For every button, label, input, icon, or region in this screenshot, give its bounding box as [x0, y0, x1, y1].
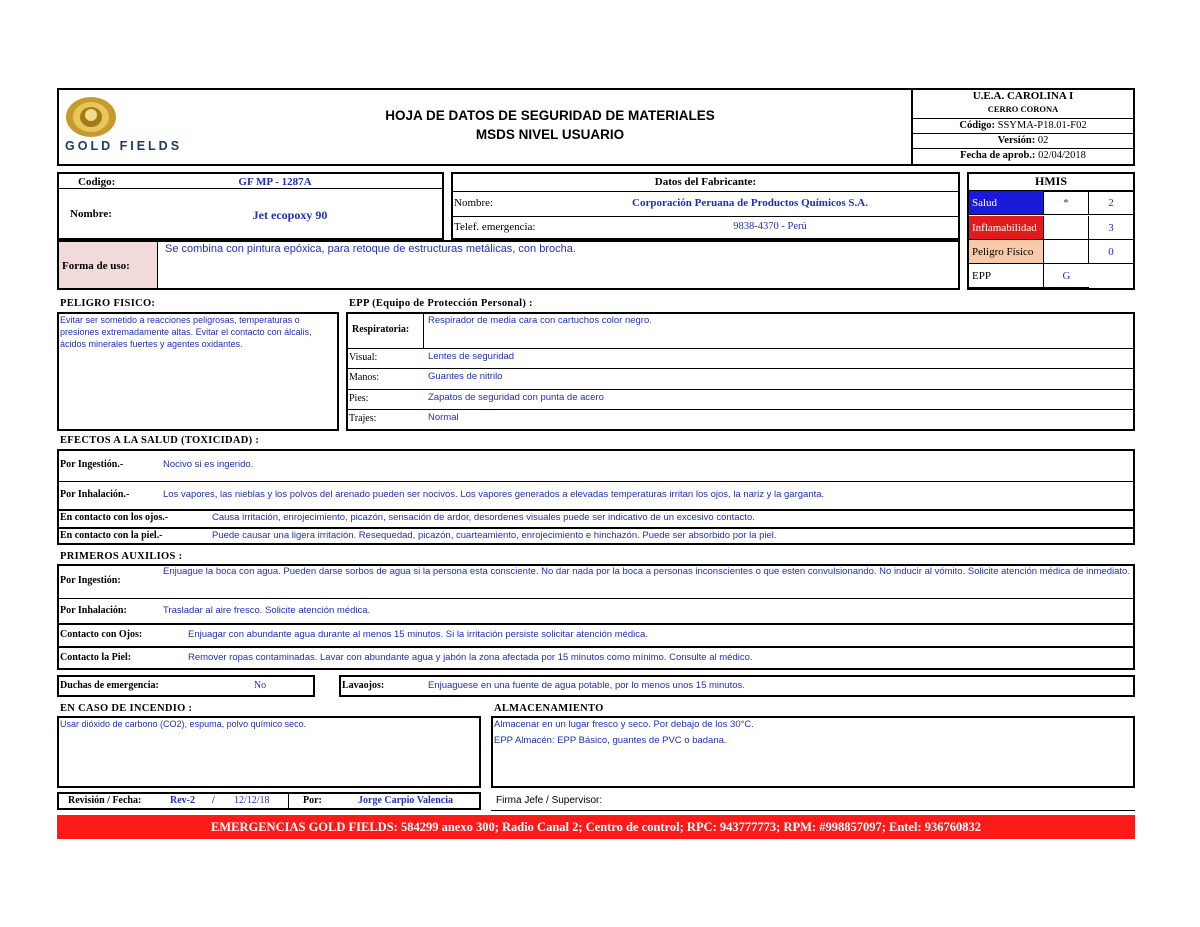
ppe-label: Trajes: [349, 413, 377, 424]
hmis-label: Salud [969, 191, 1044, 215]
hmis-value [1089, 264, 1133, 288]
storage-line2: EPP Almacén: EPP Básico, guantes de PVC o badana. [494, 735, 727, 746]
code-label: Código: [959, 120, 995, 131]
product-name-label: Nombre: [70, 208, 112, 220]
aid-row-divider [58, 646, 1134, 648]
ppe-value: Normal [428, 412, 459, 423]
version-label: Versión: [997, 135, 1036, 146]
hmis-label: Peligro Físico [969, 240, 1044, 264]
ppe-value: Guantes de nitrilo [428, 371, 503, 382]
product-name-value: Jet ecopoxy 90 [252, 208, 328, 222]
effects-row-divider [58, 527, 1134, 529]
document-subtitle: MSDS NIVEL USUARIO [475, 127, 625, 142]
physical-hazard-title: PELIGRO FISICO: [60, 298, 156, 309]
lion-emblem-icon [65, 96, 121, 138]
version-row [912, 135, 1134, 146]
physical-hazard-text: Evitar ser sometido a reacciones peligrosas, temperaturas o presiones extremadamente altas. Evitar el contacto con álcalis, ácidos minerales fuertes y agentes oxidantes. [60, 315, 312, 349]
hmis-mark [1044, 240, 1089, 264]
aid-label: Por Inhalación: [60, 604, 127, 616]
hmis-label: Inflamabilidad [969, 216, 1044, 240]
approval-label: Fecha de aprob.: [960, 150, 1036, 161]
effects-label: En contacto con la piel.- [60, 530, 163, 541]
product-code-value: GF MP - 1287A [238, 176, 312, 188]
storage-title: ALMACENAMIENTO [494, 703, 604, 714]
site-name: CERRO CORONA [987, 104, 1059, 114]
approval-row [912, 150, 1134, 161]
aid-row-divider [58, 598, 1134, 599]
use-value: Se combina con pintura epóxica, para retoque de estructuras metálicas, con brocha. [165, 243, 576, 255]
hmis-value: 0 [1089, 240, 1133, 264]
manufacturer-name-label: Nombre: [454, 197, 494, 209]
ppe-col-divider [423, 314, 424, 348]
hmis-title: HMIS [1034, 174, 1067, 188]
ppe-row-divider [347, 368, 1134, 369]
aid-value: Remover ropas contaminadas. Lavar con abundante agua y jabón la zona afectada por 15 minutos como mínimo. Consulte al médico. [188, 652, 753, 663]
shower-value: No [253, 680, 267, 691]
version-value: 02 [1037, 135, 1049, 146]
hmis-label: EPP [969, 264, 1044, 288]
shower-label: Duchas de emergencia: [60, 680, 159, 691]
effects-label: Por Ingestión.- [60, 459, 124, 470]
revision-separator: / [212, 795, 215, 806]
effects-label: En contacto con los ojos.- [60, 512, 169, 523]
ppe-label: Pies: [349, 393, 369, 404]
hmis-mark: G [1044, 264, 1089, 288]
ppe-label: Respiratoria: [352, 324, 410, 335]
effects-value: Causa irritación, enrojecimiento, picazón, sensación de ardor, desordenes visuales puede ser indicativo de un excesivo contacto. [212, 512, 755, 523]
ppe-value: Zapatos de seguridad con punta de acero [428, 392, 604, 403]
effects-value: Los vapores, las nieblas y los polvos del arenado pueden ser nocivos. Los vapores generados a elevadas temperaturas irritan los ojos, la nariz y la garganta. [163, 489, 825, 500]
manufacturer-phone-label: Telef. emergencia: [454, 221, 536, 233]
revision-by-label: Por: [303, 795, 322, 806]
fire-text: Usar dióxido de carbono (CO2), espuma, polvo químico seco. [60, 719, 307, 729]
aid-value: Enjuague la boca con agua. Pueden darse sorbos de agua si la persona esta consciente. No dar nada por la boca a personas inconscientes o que esten convulsionando. No inducir al vómito. Solicite atención médica de inmediato. [163, 566, 1130, 577]
manufacturer-name-value: Corporación Peruana de Productos Químicos S.A. [632, 197, 868, 209]
ppe-label: Visual: [349, 352, 378, 363]
ppe-title: EPP (Equipo de Protección Personal) : [349, 298, 533, 309]
health-effects-title: EFECTOS A LA SALUD (TOXICIDAD) : [60, 435, 260, 446]
unit-name: U.E.A. CAROLINA I [972, 90, 1074, 102]
aid-label: Por Ingestión: [60, 575, 121, 586]
signature-label: Firma Jefe / Supervisor: [496, 795, 603, 806]
aid-label: Contacto con Ojos: [60, 628, 143, 640]
document-title: HOJA DE DATOS DE SEGURIDAD DE MATERIALES [385, 108, 715, 123]
aid-value: Enjuagar con abundante agua durante al menos 15 minutos. Si la irritación persiste solicitar atención médica. [188, 628, 648, 640]
effects-label: Por Inhalación.- [60, 489, 130, 500]
hmis-mark [1044, 216, 1089, 240]
ppe-label: Manos: [349, 372, 379, 383]
aid-row-divider [58, 623, 1134, 625]
approval-value: 02/04/2018 [1038, 150, 1086, 161]
effects-row-divider [58, 509, 1134, 511]
hmis-value: 2 [1089, 191, 1133, 215]
eyewash-label: Lavaojos: [342, 680, 385, 691]
code-row [912, 120, 1134, 131]
revision-date: 12/12/18 [234, 795, 270, 806]
ppe-value: Respirador de media cara con cartuchos color negro. [428, 315, 652, 326]
gold-fields-logo [63, 96, 193, 158]
effects-value: Nocivo si es ingerido. [163, 459, 254, 470]
storage-line1: Almacenar en un lugar fresco y seco. Por debajo de los 30°C. [494, 719, 754, 730]
revision-label: Revisión / Fecha: [68, 795, 142, 806]
ppe-row-divider [347, 409, 1134, 410]
ppe-row-divider [347, 389, 1134, 390]
effects-value: Puede causar una ligera irritación. Resequedad, picazón, cuarteamiento, enrojecimiento e hinchazón. Puede ser absorbido por la piel. [212, 530, 777, 541]
first-aid-title: PRIMEROS AUXILIOS : [60, 551, 183, 562]
product-code-label: Codigo: [78, 176, 116, 188]
use-label: Forma de uso: [62, 260, 130, 272]
fire-title: EN CASO DE INCENDIO : [60, 703, 193, 714]
eyewash-value: Enjuaguese en una fuente de agua potable, por lo menos unos 15 minutos. [428, 680, 745, 691]
code-value: SSYMA-P18.01-F02 [997, 120, 1087, 131]
hmis-value: 3 [1089, 216, 1133, 240]
aid-label: Contacto la Piel: [60, 652, 132, 663]
ppe-row-divider [347, 348, 1134, 349]
ppe-value: Lentes de seguridad [428, 351, 515, 362]
revision-by-value: Jorge Carpio Valencia [358, 795, 453, 806]
manufacturer-header: Datos del Fabricante: [654, 176, 757, 188]
logo-wordmark: GOLD FIELDS [65, 139, 183, 153]
revision-number: Rev-2 [170, 795, 195, 806]
hmis-mark: * [1044, 191, 1089, 215]
aid-value: Trasladar al aire fresco. Solicite atención médica. [163, 604, 371, 616]
emergency-footer-text: EMERGENCIAS GOLD FIELDS: 584299 anexo 300; Radio Canal 2; Centro de control; RPC: 943777773; RPM: #998857097; Entel: 936760832 [210, 820, 981, 834]
manufacturer-phone-value: 9838-4370 - Perú [733, 221, 807, 232]
effects-row-divider [58, 481, 1134, 482]
